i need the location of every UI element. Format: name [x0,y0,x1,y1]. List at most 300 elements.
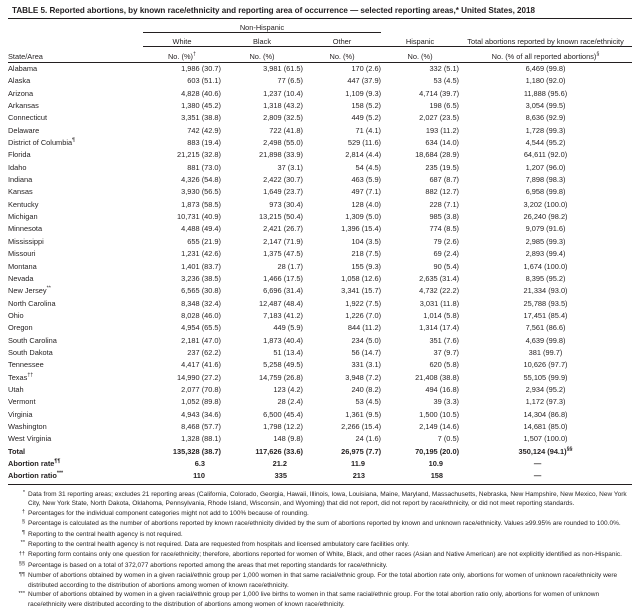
cell-white: 1,052 (89.8) [181,397,221,407]
table-row [8,88,632,100]
cell-total: 2,934 (95.2) [525,384,566,394]
cell-summary-label [8,470,143,482]
summary-total-value: 350,124 (94.1) [518,446,567,456]
table-row [8,310,632,322]
state-name: Kentucky [8,199,39,209]
cell-other: 447 (37.9) [347,76,382,86]
cell-total: 3,054 (99.5) [525,101,566,111]
cell-other: 2,266 (15.4) [341,421,382,431]
summary-footnote-marker: ¶¶ [54,458,61,465]
footnote-text: Reporting to the central health agency is not required. Data are requested from hospitals and licensed ambulatory care facilities only. [28,540,410,548]
table-row [8,223,632,235]
table-row [8,149,632,161]
cell-state-area [8,409,143,421]
table-row [8,261,632,273]
cell-state-area [8,223,143,235]
cell-black: 449 (5.9) [273,323,303,333]
table-row [8,396,632,408]
state-name: Washington [8,421,47,431]
state-name: West Virginia [8,434,52,444]
cell-state-area [8,421,143,433]
cell-other: 155 (9.3) [351,261,382,271]
cell-summary-label [8,458,143,470]
cell-other: 104 (3.5) [351,236,382,246]
cell-black: 973 (30.4) [269,199,303,209]
cell-other: 54 (4.5) [355,162,382,172]
state-name: Arizona [8,88,34,98]
summary-label: Abortion rate [8,459,55,468]
state-name: Missouri [8,249,36,259]
cell-black: 2,498 (55.0) [263,138,303,148]
cell-black: 12,487 (48.4) [259,298,303,308]
column-header-state-area: State/Area [8,52,43,61]
cell-white: 881 (73.0) [187,162,221,172]
cell-other: 56 (14.7) [351,347,382,357]
cell-total: 1,507 (100.0) [523,434,568,444]
cell-total: 381 (99.7) [528,347,563,357]
cell-other: 3,948 (7.2) [345,372,382,382]
table-row [8,273,632,285]
cell-other: 529 (11.6) [347,138,382,148]
state-name: Texas [8,372,28,382]
cell-hispanic: 69 (2.4) [433,249,460,259]
state-footnote-marker: ** [46,285,51,292]
table-row [8,186,632,198]
cell-black: 1,873 (40.4) [263,335,303,345]
cell-total: 8,395 (95.2) [525,273,566,283]
cell-black: 722 (41.8) [269,125,303,135]
table-total-row [8,446,632,458]
cell-total: 1,207 (96.0) [525,162,566,172]
cell-summary-total [459,470,632,482]
table-bottom-rule [8,484,632,485]
cell-total: 14,304 (86.8) [523,409,568,419]
cell-hispanic: 774 (8.5) [429,224,460,234]
cell-other: 463 (5.9) [351,175,382,185]
cell-white: 1,380 (45.2) [181,101,221,111]
footnote-marker-glyph: ¶ [21,529,25,536]
footnote-marker-glyph: *** [18,590,25,597]
summary-label: Total [8,446,26,456]
footnote-text: Percentages for the individual component categories might not add to 100% because of rounding. [28,509,309,517]
cell-other: 1,396 (15.4) [341,224,382,234]
cell-summary-hispanic: 10.9 [428,459,444,468]
unit-header-white-text: No. (%) [167,52,194,61]
table-row [8,137,632,149]
table-row [8,359,632,371]
cell-summary-black: 335 [274,471,287,481]
cell-white: 1,986 (30.7) [181,64,221,73]
cell-state-area [8,162,143,174]
footnote-marker-glyph: §§ [18,561,25,568]
cell-summary-white: 135,328 (38.7) [172,446,221,456]
cell-other: 158 (5.2) [351,101,382,111]
cell-hispanic: 351 (7.6) [429,335,460,345]
cell-state-area [8,396,143,408]
cell-hispanic: 494 (16.8) [425,384,460,394]
footnote-item [12,550,628,560]
unit-header-hispanic: No. (%) [407,52,433,61]
cell-other: 3,341 (15.7) [341,286,382,296]
cell-hispanic: 7 (0.5) [437,434,460,444]
cell-state-area [8,273,143,285]
footnote-item [12,571,628,590]
cell-other: 1,922 (7.5) [345,298,382,308]
cell-black: 2,809 (32.5) [263,113,303,123]
cell-white: 742 (42.9) [187,125,221,135]
cell-other: 53 (4.5) [355,397,382,407]
cell-state-area [8,433,143,445]
unit-header-total [459,47,632,62]
cell-black: 51 (13.4) [273,347,303,357]
unit-header-other: No. (%) [329,52,355,61]
cell-summary-white: 6.3 [194,459,205,468]
footnote-marker [12,490,28,500]
cell-other: 234 (5.0) [351,335,382,345]
cell-hispanic: 3,031 (11.8) [419,298,460,308]
cell-white: 10,731 (40.9) [177,212,221,222]
table-row [8,298,632,310]
cell-hispanic: 1,500 (10.5) [419,409,460,419]
footnote-marker [12,590,28,600]
footnote-marker [12,509,28,519]
state-footnote-marker: ¶ [72,137,75,144]
cell-total: 7,561 (86.6) [525,323,566,333]
state-name: Utah [8,384,24,394]
footnote-marker [12,550,28,560]
cell-white: 883 (19.4) [187,138,221,148]
cell-black: 1,649 (23.7) [263,187,303,197]
table-row [8,162,632,174]
cell-black: 2,147 (71.9) [263,236,303,246]
cell-total: 17,451 (85.4) [523,310,568,320]
cell-hispanic: 21,408 (38.8) [415,372,460,382]
cell-white: 603 (51.1) [187,76,221,86]
table-row [8,421,632,433]
table-row [8,174,632,186]
cell-hispanic: 4,732 (22.2) [419,286,460,296]
cell-hispanic: 37 (9.7) [433,347,460,357]
state-name: South Dakota [8,347,53,357]
cell-black: 3,981 (61.5) [263,64,303,73]
footnote-marker-glyph: †† [18,550,25,557]
cell-other: 24 (1.6) [355,434,382,444]
cell-other: 497 (7.1) [351,187,382,197]
cell-black: 1,237 (10.4) [263,88,303,98]
cell-total: 2,985 (99.3) [525,236,566,246]
cell-black: 1,798 (12.2) [263,421,303,431]
cell-white: 4,488 (49.4) [181,224,221,234]
footnote-text: Number of abortions obtained by women in a given racial/ethnic group per 1,000 live births to women in that same racial/ethnic group. For the total abortion ratio only, abortions for women of unknown race/ethnicity were distributed according to the distribution of abortions among women of known race/ethnicity. [28,591,600,608]
abortions-by-race-table [8,19,632,483]
cell-white: 8,028 (46.0) [181,310,221,320]
cell-hispanic: 228 (7.1) [429,199,460,209]
cell-total: 4,544 (95.2) [525,138,566,148]
header-group-spacer [8,19,143,33]
table-row [8,236,632,248]
cell-state-area [8,285,143,297]
table-row [8,384,632,396]
state-name: Delaware [8,125,40,135]
cell-state-area [8,75,143,87]
cell-white: 1,328 (88.1) [181,434,221,444]
footnote-text: Reporting to the central health agency is not required. [28,530,183,538]
cell-hispanic: 2,635 (31.4) [419,273,460,283]
cell-state-area [8,335,143,347]
summary-label: Abortion ratio [8,471,57,481]
cell-white: 1,401 (83.7) [181,261,221,271]
cell-total: 6,958 (99.8) [525,187,566,197]
footnote-text: Data from 31 reporting areas; excludes 21 reporting areas (California, Colorado, Georgia, Hawaii, Illinois, Iowa, Louisiana, Maine, Maryland, Massachusetts, Nebraska, New Hampshire, New Mexico, New York City, New York State, North Dakota, Oklahoma, Pennsylvania, Rhode Island, Wisconsin, and Wyoming) that did not report, did not report by race/ethnicity, or did not meet reporting standards. [28,490,627,508]
table-row [8,112,632,124]
cell-hispanic: 2,027 (23.5) [419,113,460,123]
cell-hispanic: 2,149 (14.6) [419,421,460,431]
state-name: District of Columbia [8,138,73,148]
cell-total: 14,681 (85.0) [523,421,568,431]
cell-black: 148 (9.8) [273,434,303,444]
state-name: North Carolina [8,298,56,308]
cell-hispanic: 4,714 (39.7) [419,88,460,98]
cell-total: 2,893 (99.4) [525,249,566,259]
table-row [8,322,632,334]
cell-state-area [8,100,143,112]
cell-hispanic: 332 (5.1) [429,64,460,73]
cell-other: 240 (8.2) [351,384,382,394]
state-name: Minnesota [8,224,43,234]
cell-hispanic: 39 (3.3) [433,397,460,407]
cell-other: 218 (7.5) [351,249,382,259]
cell-white: 6,565 (30.8) [181,286,221,296]
footnote-item [12,509,628,519]
footnote-marker [12,530,28,540]
state-name: Mississippi [8,236,44,246]
cell-black: 14,759 (26.8) [259,372,303,382]
cell-hispanic: 985 (3.8) [429,212,460,222]
cell-white: 1,231 (42.6) [181,249,221,259]
state-name: Tennessee [8,360,44,370]
footnote-marker [12,561,28,571]
cell-total: 26,240 (98.2) [523,212,568,222]
cell-black: 1,375 (47.5) [263,249,303,259]
cell-total: 21,334 (93.0) [523,286,568,296]
state-name: Alabama [8,64,38,73]
cell-total: 1,674 (100.0) [523,261,568,271]
unit-header-total-text: No. (% of all reported abortions) [491,52,597,61]
column-header-white: White [143,33,221,47]
cell-state-area [8,125,143,137]
cell-white: 3,236 (38.5) [181,273,221,283]
state-name: Florida [8,150,31,160]
cell-summary-white: 110 [193,471,205,481]
cell-other: 1,309 (5.0) [345,212,382,222]
cell-hispanic: 79 (2.6) [433,236,460,246]
table-row [8,433,632,445]
column-header-total: Total abortions reported by known race/ethnicity [459,33,632,47]
cell-total: 7,898 (98.3) [525,175,566,185]
table-title: TABLE 5. Reported abortions, by known race/ethnicity and reporting area of occurrence — selected reporting areas,* United States, 2018 [12,6,535,15]
cell-summary-other: 213 [352,471,366,481]
table-row [8,199,632,211]
cell-state-area [8,322,143,334]
cell-white: 655 (21.9) [187,236,221,246]
unit-header-black: No. (%) [249,52,275,61]
cell-white: 4,954 (65.5) [181,323,221,333]
cell-other: 1,361 (9.5) [345,409,382,419]
footnote-item [12,530,628,540]
cell-state-area [8,298,143,310]
cell-total: 64,611 (92.0) [523,150,568,160]
footnote-marker-glyph: § [21,519,25,526]
cell-total: 3,202 (100.0) [523,199,568,209]
summary-total-value: — [533,459,542,468]
cell-total: 9,079 (91.6) [525,224,566,234]
header-group-spacer-total [459,19,632,33]
state-name: Idaho [8,162,27,172]
state-name: Michigan [8,212,38,222]
header-sub-spacer [8,33,143,47]
cell-other: 128 (4.0) [351,199,382,209]
cell-total: 10,626 (97.7) [523,360,568,370]
footnote-item [12,561,628,571]
cell-black: 21,898 (33.9) [259,150,303,160]
cell-white: 237 (62.2) [187,347,221,357]
cell-black: 1,318 (43.2) [263,101,303,111]
cell-white: 14,990 (27.2) [177,372,221,382]
cell-other: 844 (11.2) [347,323,382,333]
header-units-row [8,47,632,62]
state-name: Oregon [8,323,33,333]
cell-other: 2,814 (4.4) [345,150,382,160]
cell-black: 13,215 (50.4) [259,212,303,222]
footnote-marker-glyph: ** [20,540,25,547]
cell-summary-hispanic: 158 [430,471,444,481]
cell-summary-hispanic: 70,195 (20.0) [415,446,460,456]
cell-black: 1,466 (17.5) [263,273,303,283]
cell-state-area [8,186,143,198]
cell-total: 55,105 (99.9) [523,372,568,382]
state-name: New Jersey [8,286,47,296]
cell-white: 2,181 (47.0) [181,335,221,345]
cell-state-area [8,310,143,322]
cell-state-area [8,137,143,149]
cell-other: 170 (2.6) [351,64,382,73]
table-row [8,63,632,76]
cell-white: 2,077 (70.8) [181,384,221,394]
unit-header-white-sup: † [193,51,197,58]
cell-state-area [8,372,143,384]
footnote-item [12,490,628,509]
cell-white: 8,348 (32.4) [181,298,221,308]
footnote-text: Percentage is calculated as the number of abortions reported by known race/ethnicity divided by the sum of abortions reported by known and unknown race/ethnicity. Values ≥99.95% are rounded to 100.0%. [28,520,621,528]
cell-summary-black: 117,626 (33.6) [255,446,303,456]
cell-black: 7,183 (41.2) [263,310,303,320]
cell-other: 449 (5.2) [351,113,382,123]
cell-hispanic: 235 (19.5) [425,162,460,172]
state-name: South Carolina [8,335,57,345]
cell-other: 1,226 (7.0) [345,310,382,320]
summary-total-footnote-marker: §§ [566,446,573,453]
footnote-marker-glyph: † [21,509,25,515]
cell-summary-other: 26,975 (7.7) [341,446,382,456]
cell-white: 4,326 (54.8) [181,175,221,185]
state-name: Montana [8,261,37,271]
cell-black: 37 (3.1) [277,162,303,172]
state-name: Nevada [8,273,34,283]
cell-white: 4,828 (40.6) [181,88,221,98]
cell-state-area [8,261,143,273]
header-subcolumn-row [8,33,632,47]
cell-other: 71 (4.1) [355,125,382,135]
cell-total: 1,180 (92.0) [525,76,566,86]
cell-state-area [8,174,143,186]
column-header-black: Black [221,33,303,47]
unit-header-white [143,47,221,62]
footnote-marker [12,519,28,529]
state-footnote-marker: †† [27,372,34,379]
cell-black: 5,258 (49.5) [263,360,303,370]
cell-white: 8,468 (57.7) [181,421,221,431]
table-row [8,125,632,137]
table-row [8,100,632,112]
table-summary-row [8,458,632,470]
cell-black: 6,696 (31.4) [263,286,303,296]
table-row [8,335,632,347]
footnote-item [12,519,628,529]
unit-header-total-sup: § [596,51,600,58]
cell-summary-total [459,446,632,458]
cell-white: 4,943 (34.6) [181,409,221,419]
cell-hispanic: 634 (14.0) [425,138,460,148]
table-summary-row [8,470,632,482]
cell-hispanic: 1,314 (17.4) [419,323,460,333]
cell-black: 2,421 (26.7) [263,224,303,234]
table-row [8,248,632,260]
cell-state-area [8,384,143,396]
header-group-row [8,19,632,33]
cell-hispanic: 198 (6.5) [429,101,460,111]
footnotes-block [8,490,632,609]
state-name: Ohio [8,310,24,320]
cell-summary-other: 11.9 [351,459,366,468]
cell-state-area [8,112,143,124]
state-name: Vermont [8,397,36,407]
cell-white: 3,351 (38.8) [181,113,221,123]
cell-black: 28 (2.4) [277,397,303,407]
cell-black: 2,422 (30.7) [263,175,303,185]
cell-hispanic: 1,014 (5.8) [423,310,460,320]
cell-state-area [8,149,143,161]
column-header-hispanic: Hispanic [381,33,459,47]
cell-white: 3,930 (56.5) [181,187,221,197]
cell-state-area [8,199,143,211]
table-row [8,409,632,421]
cell-other: 1,058 (12.6) [341,273,382,283]
footnote-marker-glyph: * [22,490,25,497]
table-row [8,372,632,384]
footnote-marker [12,540,28,550]
cell-total: 25,788 (93.5) [523,298,568,308]
header-group-spacer-hispanic [381,19,459,33]
footnote-marker [12,571,28,581]
state-name: Connecticut [8,113,48,123]
footnote-marker-glyph: ¶¶ [18,571,25,578]
cell-state-area [8,248,143,260]
cell-total: 8,636 (92.9) [525,113,566,123]
cell-total: 11,888 (95.6) [523,88,568,98]
cell-state-area [8,88,143,100]
footnote-item [12,540,628,550]
column-header-other: Other [303,33,381,47]
